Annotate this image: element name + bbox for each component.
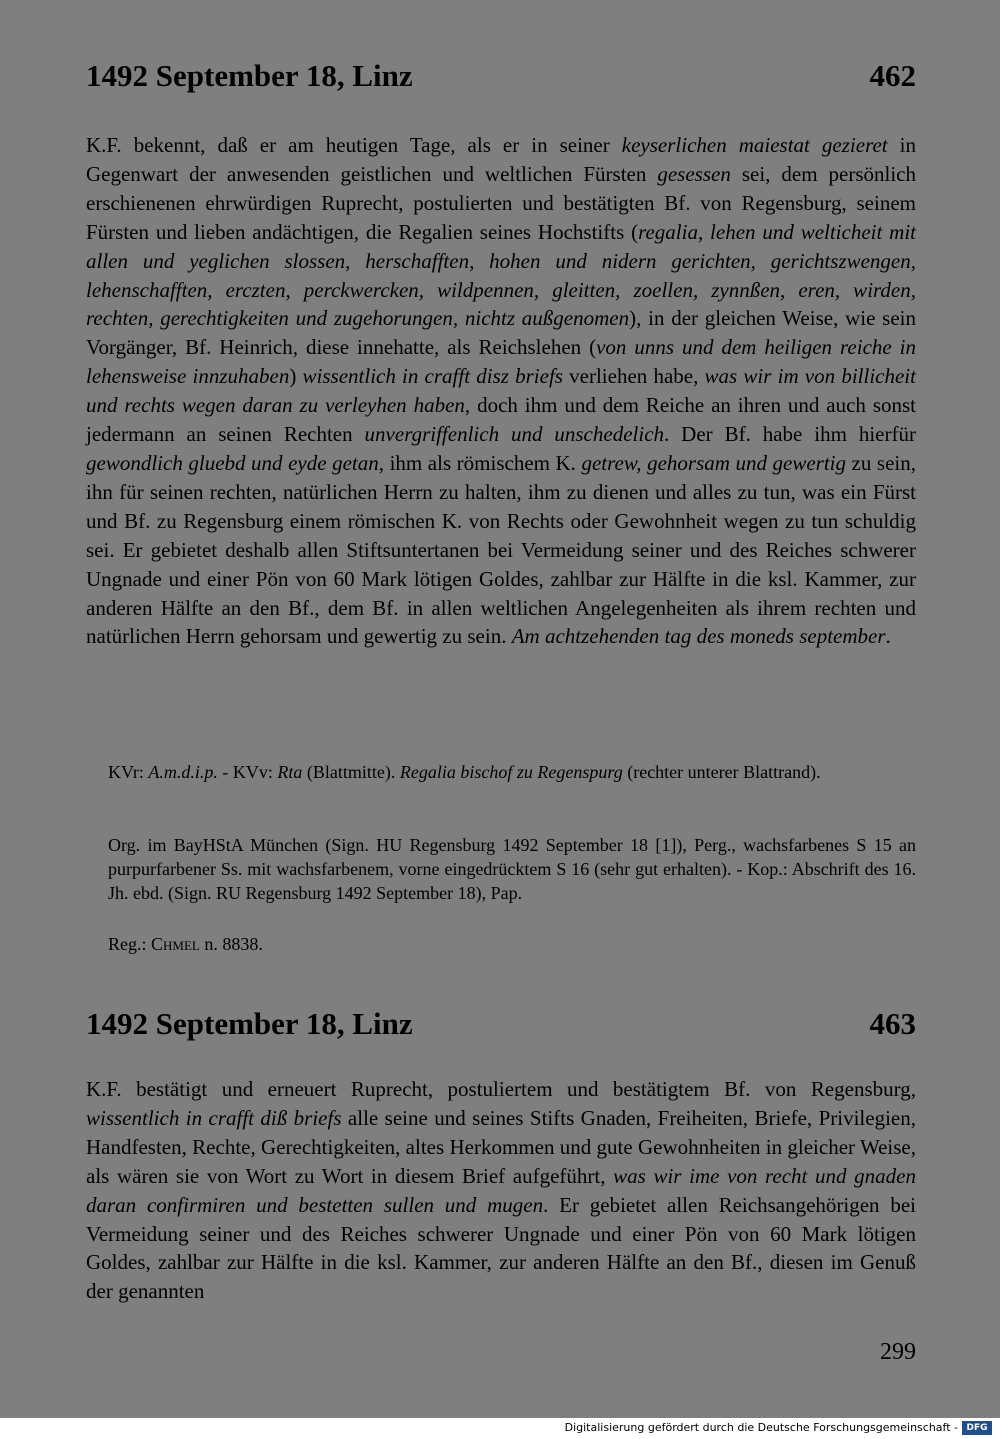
- italic-quote: Am achtzehenden tag des moneds september: [511, 624, 886, 649]
- text-run: Chmel: [151, 934, 200, 954]
- text-run: ), in der gleichen Weise, wie sein Vorgänger, Bf. Heinrich, diese innehatte, als Reichslehen (: [86, 306, 916, 360]
- note-original: [86, 833, 916, 905]
- text-run: verliehen habe,: [562, 364, 705, 389]
- text-run: . Er gebietet allen Reichsangehörigen bei Vermeidung seiner und des Reiches schwerer Ungnade und einer Pön von 60 Mark lötigen Goldes, zahlbar zur Hälfte in die ksl. Kammer, zur anderen Hälfte an den Bf., diesen im Genuß der genannten: [86, 1192, 916, 1304]
- text-run: , doch ihm und dem Reiche an ihren und auch sonst jedermann an seinen Rechten: [86, 393, 916, 447]
- italic-quote: wissentlich in crafft disz briefs: [302, 364, 563, 389]
- text-run: . Der Bf. habe ihm hierfür: [664, 422, 916, 447]
- note-register: [86, 932, 916, 956]
- entry-463-body: [86, 1075, 916, 1306]
- entry-463-number: 463: [869, 1006, 916, 1041]
- italic-quote: was wir im von billicheit und rechts wegen daran zu verleyhen haben: [86, 364, 916, 418]
- text-run: - KVv:: [217, 762, 278, 782]
- text-run: .: [885, 624, 891, 649]
- text-run: n. 8838.: [199, 934, 263, 954]
- text-run: , ihm als römischem K.: [378, 450, 582, 475]
- text-run: K.F. bestätigt und erneuert Ruprecht, postuliertem und bestätigtem Bf. von Regensburg,: [86, 1077, 916, 1101]
- text-run: alle seine und seines Stifts Gnaden, Freiheiten, Briefe, Privilegien, Handfesten, Rechte, Gerechtigkeiten, altes Herkommen und gute Gewohnheiten in gleicher Weise, als wären sie von Wort zu Wort in diesem Brief aufgeführt,: [86, 1105, 916, 1188]
- italic-quote: gewondlich gluebd und eyde getan: [86, 450, 379, 475]
- italic-quote: was wir ime von recht und gnaden daran confirmiren und bestetten sullen und mugen: [86, 1163, 916, 1217]
- text-run: K.F. bekennt, daß er am heutigen Tage, als er in seiner: [86, 133, 622, 157]
- italic-quote: Rta: [277, 762, 303, 782]
- text-run: (Blattmitte).: [302, 762, 400, 782]
- entry-462-date-place: 1492 September 18, Linz: [86, 58, 413, 93]
- note-endorsements: [86, 760, 916, 784]
- page-number: 299: [880, 1339, 916, 1365]
- dfg-logo-icon: DFG: [962, 1421, 992, 1435]
- italic-quote: keyserlichen maiestat gezieret: [621, 133, 888, 157]
- text-run: Org. im BayHStA München (Sign. HU Regensburg 1492 September 18 [1]), Perg., wachsfarbenes S 15 an purpurfarbener Ss. mit wachsfarbenem, vorne eingedrücktem S 16 (sehr gut erhalten). - Kop.: Abschrift des 16. Jh. ebd. (Sign. RU Regensburg 1492 September 18), Pap.: [108, 835, 916, 903]
- text-run: zu sein, ihn für seinen rechten, natürlichen Herrn zu halten, ihm zu dienen und alles zu tun, was ein Fürst und Bf. zu Regensburg einem römischen K. von Rechts oder Gewohnheit wegen zu tun schuldig sei. Er gebietet deshalb allen Stiftsuntertanen bei Vermeidung seiner und des Reiches schwerer Ungnade und einer Pön von 60 Mark lötigen Goldes, zahlbar zur Hälfte in die ksl. Kammer, zur anderen Hälfte an den Bf., dem Bf. in allen weltlichen Angelegenheiten als ihrem rechten und natürlichen Herrn gehorsam und gewertig zu sein.: [86, 450, 917, 649]
- text-run: (rechter unterer Blattrand).: [622, 762, 821, 782]
- entry-463-heading: [86, 1006, 916, 1042]
- text-run: Reg.:: [108, 934, 151, 954]
- entry-462-number: 462: [869, 58, 916, 93]
- italic-quote: Regalia bischof zu Regenspurg: [399, 762, 623, 782]
- entry-463-date-place: 1492 September 18, Linz: [86, 1006, 413, 1041]
- italic-quote: unvergriffenlich und unschedelich: [364, 422, 665, 447]
- italic-quote: A.m.d.i.p.: [148, 762, 218, 782]
- footer-funding-text: Digitalisierung gefördert durch die Deutsche Forschungsgemeinschaft -: [564, 1421, 958, 1434]
- italic-quote: regalia, lehen und welticheit mit allen und yeglichen slossen, herschafften, hohen und nidern gerichten, gerichtszwengen, lehenschafften, erczten, perckwercken, wildpennen, gleitten, zoellen, zynnßen, eren, wirden, rechten, gerechtigkeiten und zugehorungen, nichtz außgenomen: [86, 219, 916, 331]
- text-run: sei, dem persönlich erschienenen ehrwürdigen Ruprecht, postulierten und bestätigten Bf. von Regensburg, seinem Fürsten und lieben andächtigen, die Regalien seines Hochstifts (: [86, 161, 916, 244]
- entry-462-heading: [86, 58, 916, 94]
- text-run: ): [289, 364, 303, 389]
- entry-462-body: [86, 131, 916, 651]
- text-run: KVr:: [108, 762, 149, 782]
- entry-462-endorsement-note: [86, 760, 916, 784]
- italic-quote: von unns und dem heiligen reiche in lehensweise innzuhaben: [86, 335, 916, 389]
- italic-quote: getrew, gehorsam und gewertig: [581, 450, 847, 475]
- entry-462-source-note: [86, 833, 916, 905]
- text-run: in Gegenwart der anwesenden geistlichen und weltlichen Fürsten: [86, 133, 916, 186]
- entry-462-register-note: [86, 932, 916, 956]
- italic-quote: gesessen: [657, 161, 731, 186]
- italic-quote: wissentlich in crafft diß briefs: [86, 1105, 342, 1130]
- footer-bar: [0, 1418, 1000, 1439]
